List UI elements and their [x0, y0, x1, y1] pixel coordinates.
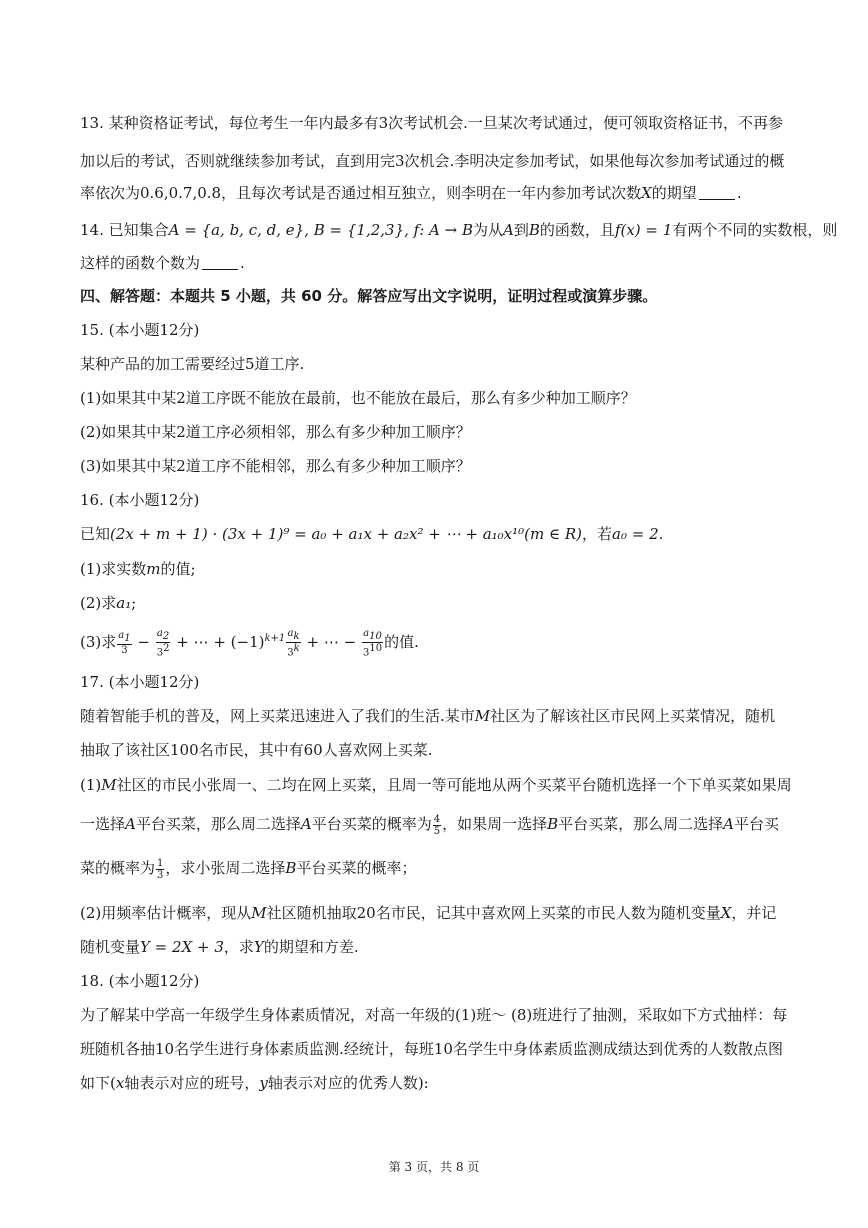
- q16-part-1: (1)求实数m的值;: [80, 560, 196, 578]
- section-heading: 四、解答题：本题共 5 小题，共 60 分。解答应写出文字说明，证明过程或演算步骤。: [80, 287, 658, 305]
- q13-line-1: 13. 某种资格证考试，每位考生一年内最多有3次考试机会.一旦某次考试通过，便可领取资格证书，不再参: [80, 114, 783, 132]
- q14-line-1: 14. 已知集合A = {a, b, c, d, e}, B = {1,2,3}, f: A → B为从A到B的函数，且f(x) = 1有两个不同的实数根，则: [80, 221, 838, 239]
- q18-header: 18. (本小题12分): [80, 972, 200, 990]
- q17-header: 17. (本小题12分): [80, 673, 200, 691]
- q16-header: 16. (本小题12分): [80, 491, 200, 509]
- q16-stem: 已知(2x + m + 1) · (3x + 1)⁹ = a₀ + a₁x + a₂x² + ⋯ + a₁₀x¹⁰(m ∈ R)，若a₀ = 2.: [80, 525, 664, 543]
- fraction: $\frac{4}{5}$: [433, 813, 441, 837]
- q17-line-2: 抽取了该社区100名市民，其中有60人喜欢网上买菜.: [80, 741, 433, 759]
- q18-line-2: 班随机各抽10名学生进行身体素质监测.经统计，每班10名学生中身体素质监测成绩达到优秀的人数散点图: [80, 1040, 783, 1058]
- q15-part-3: (3)如果其中某2道工序不能相邻，那么有多少种加工顺序？: [80, 457, 471, 475]
- q15-part-2: (2)如果其中某2道工序必须相邻，那么有多少种加工顺序？: [80, 423, 471, 441]
- answer-blank: [202, 255, 238, 270]
- q16-part-3: (3)求 $\frac{a_1}{3}$ − $\frac{a_2}{3^2}$ + ⋯ + $(-1)^{k+1}$ $\frac{a_k}{3^k}$ + ⋯ − $\frac{a_{10}}{3^{10}}$ 的值.: [80, 628, 419, 659]
- q15-part-1: (1)如果其中某2道工序既不能放在最前，也不能放在最后，那么有多少种加工顺序？: [80, 389, 636, 407]
- q13-line-2: 加以后的考试，否则就继续参加考试，直到用完3次机会.李明决定参加考试，如果他每次参加考试通过的概: [80, 152, 785, 170]
- q17-line-7: 随机变量Y = 2X + 3，求Y的期望和方差.: [80, 938, 359, 956]
- q15-stem: 某种产品的加工需要经过5道工序.: [80, 355, 305, 373]
- fraction: $\frac{a_1}{3}$: [118, 630, 131, 657]
- fraction: $\frac{1}{3}$: [157, 857, 164, 881]
- q14-line-2: 这样的函数个数为 .: [80, 254, 245, 272]
- q17-line-5: 菜的概率为 $\frac{1}{3}$ ，求小张周二选择B平台买菜的概率；: [80, 857, 417, 881]
- q13-line-3: 率依次为0.6,0.7,0.8，且每次考试是否通过相互独立，则李明在一年内参加考试次数X的期望 .: [80, 184, 742, 202]
- q16-part-2: (2)求a₁;: [80, 594, 137, 612]
- fraction: $\frac{a_{10}}{3^{10}}$: [362, 628, 383, 659]
- q17-line-4: 一选择A平台买菜，那么周二选择A平台买菜的概率为 $\frac{4}{5}$ ，如果周一选择B平台买菜，那么周二选择A平台买: [80, 813, 780, 837]
- q18-line-3: 如下(x轴表示对应的班号，y轴表示对应的优秀人数):: [80, 1074, 429, 1092]
- q18-line-1: 为了解某中学高一年级学生身体素质情况，对高一年级的(1)班～ (8)班进行了抽测，采取如下方式抽样：每: [80, 1006, 788, 1024]
- page-footer: 第 3 页，共 8 页: [388, 1160, 480, 1174]
- answer-blank: [699, 185, 735, 200]
- fraction: $\frac{a_k}{3^k}$: [287, 628, 300, 659]
- q15-header: 15. (本小题12分): [80, 321, 200, 339]
- fraction: $\frac{a_2}{3^2}$: [156, 628, 170, 659]
- q17-line-1: 随着智能手机的普及，网上买菜迅速进入了我们的生活.某市M社区为了解该社区市民网上买菜情况，随机: [80, 707, 776, 725]
- q17-line-3: (1)M社区的市民小张周一、二均在网上买菜，且周一等可能地从两个买菜平台随机选择一个下单买菜如果周: [80, 776, 792, 794]
- q17-line-6: (2)用频率估计概率，现从M社区随机抽取20名市民，记其中喜欢网上买菜的市民人数为随机变量X，并记: [80, 904, 777, 922]
